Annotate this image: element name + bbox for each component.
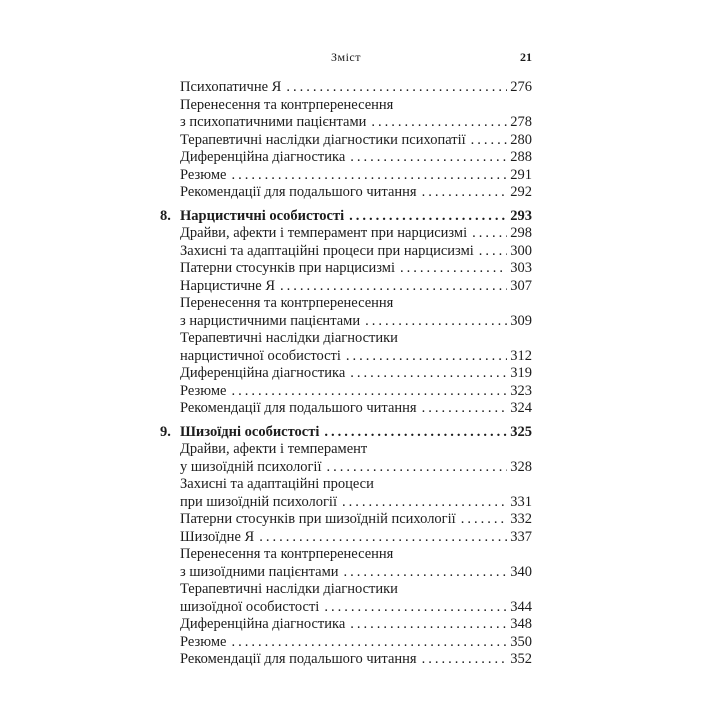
toc-entry bbox=[160, 149, 532, 167]
toc-entry-page: 293 bbox=[510, 207, 532, 224]
toc-entry-page: 352 bbox=[510, 651, 532, 667]
toc-entry-title: Диференційна діагностика bbox=[180, 365, 346, 381]
toc-entry bbox=[160, 167, 532, 185]
toc-entry-title: з нарцистичними пацієнтами bbox=[180, 312, 361, 329]
toc-entry-page: 292 bbox=[510, 184, 532, 200]
toc-entry-page: 332 bbox=[510, 511, 532, 527]
toc-entry-title: Перенесення та контрперенесення bbox=[180, 295, 394, 311]
dot-leader bbox=[371, 114, 507, 132]
toc-entry bbox=[160, 330, 532, 348]
toc-entry bbox=[160, 278, 532, 296]
toc-entry-page: 276 bbox=[510, 79, 532, 95]
dot-leader bbox=[324, 599, 507, 617]
dot-leader bbox=[471, 132, 508, 150]
toc-entry bbox=[160, 529, 532, 547]
toc-entry bbox=[160, 225, 532, 243]
toc-entry bbox=[160, 295, 532, 313]
dot-leader bbox=[422, 651, 508, 669]
toc-entry-title: Резюме bbox=[180, 166, 227, 183]
header-page-number: 21 bbox=[520, 50, 532, 64]
toc-entry-page: 344 bbox=[510, 598, 532, 615]
dot-leader bbox=[259, 529, 507, 547]
toc-entry-title: у шизоїдній психології bbox=[180, 458, 322, 475]
toc-entry bbox=[160, 208, 532, 226]
toc-entry-page: 298 bbox=[510, 225, 532, 241]
toc-entry-page: 337 bbox=[510, 528, 532, 545]
toc-entry bbox=[160, 599, 532, 617]
toc-entry-page: 350 bbox=[510, 633, 532, 650]
toc-entry bbox=[160, 313, 532, 331]
toc-entry-title: з психопатичними пацієнтами bbox=[180, 114, 367, 130]
dot-leader bbox=[342, 494, 507, 512]
toc-entry-page: 303 bbox=[510, 260, 532, 276]
toc-entry bbox=[160, 651, 532, 669]
toc-entry bbox=[160, 581, 532, 599]
toc-entry-title: при шизоїдній психології bbox=[180, 493, 337, 510]
dot-leader bbox=[326, 459, 507, 477]
toc-entry bbox=[160, 546, 532, 564]
toc-entry-title: з шизоїдними пацієнтами bbox=[180, 563, 339, 580]
toc-entry bbox=[160, 511, 532, 529]
toc-entry-title: Рекомендації для подальшого читання bbox=[180, 651, 417, 667]
toc-entry-title: Резюме bbox=[180, 382, 227, 399]
toc-entry bbox=[160, 79, 532, 97]
dot-leader bbox=[350, 365, 507, 383]
toc-entry bbox=[160, 424, 532, 442]
chapter-number: 8. bbox=[160, 207, 171, 224]
dot-leader bbox=[479, 243, 507, 261]
dot-leader bbox=[231, 167, 507, 185]
toc-entry-title: Перенесення та контрперенесення bbox=[180, 96, 394, 113]
toc-entry bbox=[160, 564, 532, 582]
toc-entry-title: Захисні та адаптаційні процеси при нарцисизмі bbox=[180, 242, 474, 259]
dot-leader bbox=[350, 149, 507, 167]
running-head bbox=[160, 50, 532, 66]
toc-entry bbox=[160, 383, 532, 401]
toc-entry bbox=[160, 348, 532, 366]
toc-entry-title: Терапевтичні наслідки діагностики bbox=[180, 330, 398, 346]
toc-entry-page: 280 bbox=[510, 131, 532, 148]
toc-entry-page: 307 bbox=[510, 277, 532, 294]
toc-entry-page: 300 bbox=[510, 242, 532, 259]
dot-leader bbox=[422, 184, 508, 202]
toc-entry-title: Шизоїдне Я bbox=[180, 528, 255, 545]
toc-entry bbox=[160, 441, 532, 459]
dot-leader bbox=[344, 564, 508, 582]
dot-leader bbox=[350, 616, 507, 634]
toc-entry-title: Резюме bbox=[180, 633, 227, 650]
toc-entry bbox=[160, 365, 532, 383]
toc-entry-title: Драйви, афекти і темперамент bbox=[180, 441, 368, 457]
dot-leader bbox=[286, 79, 507, 97]
chapter-number: 9. bbox=[160, 423, 171, 440]
toc-entry-page: 278 bbox=[510, 114, 532, 130]
header-title: Зміст bbox=[330, 50, 362, 64]
toc-entry-title: Шизоїдні особистості bbox=[180, 423, 320, 440]
dot-leader bbox=[231, 634, 507, 652]
toc-entry bbox=[160, 476, 532, 494]
toc-entry-title: Рекомендації для подальшого читання bbox=[180, 184, 417, 200]
toc-entry bbox=[160, 616, 532, 634]
toc-entry-title: Нарцистичне Я bbox=[180, 277, 275, 294]
toc-entry-title: нарцистичної особистості bbox=[180, 347, 341, 364]
toc-entry bbox=[160, 114, 532, 132]
dot-leader bbox=[400, 260, 507, 278]
toc-entry bbox=[160, 400, 532, 418]
toc-entry-page: 324 bbox=[510, 400, 532, 416]
toc-entry-title: Рекомендації для подальшого читання bbox=[180, 400, 417, 416]
dot-leader bbox=[324, 424, 507, 442]
toc-entry-page: 325 bbox=[510, 423, 532, 440]
toc-entry-title: Патерни стосунків при шизоїдній психології bbox=[180, 511, 456, 527]
toc-entry-title: Захисні та адаптаційні процеси bbox=[180, 476, 374, 492]
dot-leader bbox=[422, 400, 508, 418]
dot-leader bbox=[472, 225, 507, 243]
toc-entry bbox=[160, 97, 532, 115]
toc-entry bbox=[160, 634, 532, 652]
toc-entry-page: 328 bbox=[510, 458, 532, 475]
toc-entry-page: 340 bbox=[510, 563, 532, 580]
toc-entry-page: 291 bbox=[510, 166, 532, 183]
toc-entry-title: Перенесення та контрперенесення bbox=[180, 546, 394, 562]
toc-entry-title: Нарцистичні особистості bbox=[180, 207, 345, 224]
toc-entry-title: Психопатичне Я bbox=[180, 79, 282, 95]
toc-entry-title: Диференційна діагностика bbox=[180, 149, 346, 165]
toc-entry-page: 312 bbox=[510, 347, 532, 364]
toc-entry-title: шизоїдної особистості bbox=[180, 598, 320, 615]
toc-entry-title: Драйви, афекти і темперамент при нарцисизмі bbox=[180, 225, 468, 241]
toc-entry bbox=[160, 494, 532, 512]
toc-entry-page: 323 bbox=[510, 382, 532, 399]
toc-entry bbox=[160, 260, 532, 278]
toc-entry-title: Терапевтичні наслідки діагностики психопатії bbox=[180, 131, 466, 148]
dot-leader bbox=[365, 313, 507, 331]
toc-entry-page: 288 bbox=[510, 149, 532, 165]
toc-entry-page: 331 bbox=[510, 493, 532, 510]
toc-entry-page: 309 bbox=[510, 312, 532, 329]
toc-entry-title: Терапевтичні наслідки діагностики bbox=[180, 581, 398, 597]
toc-entry-page: 348 bbox=[510, 616, 532, 632]
dot-leader bbox=[346, 348, 507, 366]
toc-entry-title: Патерни стосунків при нарцисизмі bbox=[180, 260, 395, 276]
dot-leader bbox=[461, 511, 508, 529]
toc-entry bbox=[160, 243, 532, 261]
toc-list bbox=[160, 79, 532, 669]
dot-leader bbox=[231, 383, 507, 401]
toc-entry bbox=[160, 459, 532, 477]
toc-entry bbox=[160, 132, 532, 150]
dot-leader bbox=[349, 208, 507, 226]
toc-entry-page: 319 bbox=[510, 365, 532, 381]
toc-entry bbox=[160, 184, 532, 202]
dot-leader bbox=[280, 278, 507, 296]
toc-entry-title: Диференційна діагностика bbox=[180, 616, 346, 632]
